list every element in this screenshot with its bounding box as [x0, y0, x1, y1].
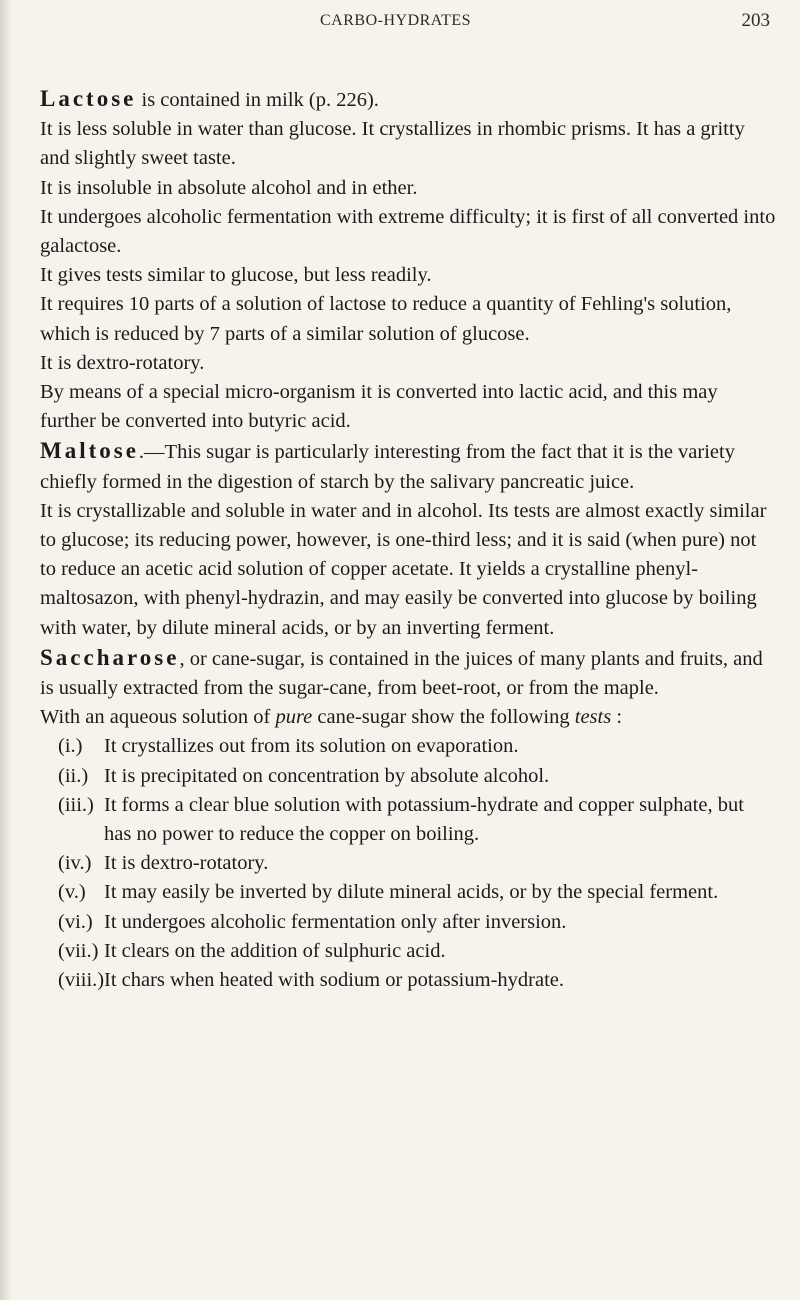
lactose-intro: is contained in milk (p. 226).	[136, 89, 379, 111]
saccharose-term: Saccharose	[40, 644, 180, 670]
item-text: It forms a clear blue solution with potassium-hydrate and copper sulphate, but has no power to reduce the copper on boiling.	[104, 793, 744, 846]
list-item	[58, 966, 776, 995]
running-head: CARBO-HYDRATES	[320, 12, 472, 29]
list-item	[58, 937, 776, 966]
item-text: It crystallizes out from its solution on evaporation.	[104, 735, 519, 758]
saccharose-tests-intro	[40, 703, 776, 732]
item-number: (viii.)	[58, 969, 105, 992]
tests-emphasis: tests	[574, 706, 612, 729]
pure-emphasis: pure	[275, 706, 313, 729]
item-number: (v.)	[58, 881, 86, 904]
item-text: It undergoes alcoholic fermentation only after inversion.	[104, 910, 567, 933]
item-text: It is dextro-rotatory.	[104, 852, 269, 875]
maltose-line: It is crystallizable and soluble in water and in alcohol. Its tests are almost exactly similar to glucose; its reducing power, however, is one-third less; and it is said (when pure) not to reduce an acetic acid solution of copper acetate. It yields a crystalline phenyl-maltosazon, with phenyl-hydrazin, and may easily be converted into glucose by boiling with water, by dilute mineral acids, or by an inverting ferment.	[40, 499, 767, 639]
tests-intro-text: cane-sugar show the following	[312, 706, 575, 729]
lactose-line: It is insoluble in absolute alcohol and in ether.	[40, 176, 418, 199]
item-number: (i.)	[58, 735, 83, 758]
item-text: It is precipitated on concentration by absolute alcohol.	[104, 764, 550, 787]
item-text: It chars when heated with sodium or potassium-hydrate.	[104, 969, 564, 992]
lactose-term: Lactose	[40, 86, 137, 111]
item-text: It clears on the addition of sulphuric acid.	[104, 939, 446, 962]
item-number: (vii.)	[58, 939, 99, 962]
item-number: (ii.)	[58, 764, 89, 787]
lactose-heading-paragraph	[40, 84, 776, 115]
item-text: It may easily be inverted by dilute mineral acids, or by the special ferment.	[104, 881, 719, 904]
list-item	[58, 732, 776, 761]
maltose-intro: .—This sugar is particularly interesting from the fact that it is the variety chiefly formed in the digestion of starch by the salivary pancreatic juice.	[40, 441, 735, 493]
lactose-line: By means of a special micro-organism it is converted into lactic acid, and this may further be converted into butyric acid.	[40, 381, 718, 433]
tests-colon: :	[611, 706, 623, 729]
page-number: 203	[741, 10, 770, 31]
body-text	[40, 84, 776, 995]
page-header	[0, 8, 800, 38]
saccharose-intro: , or cane-sugar, is contained in the juices of many plants and fruits, and is usually extracted from the sugar-cane, from beet-root, or from the maple.	[40, 647, 763, 700]
list-item	[58, 762, 776, 791]
tests-list	[40, 732, 776, 995]
maltose-heading-paragraph	[40, 436, 776, 496]
list-item	[58, 908, 776, 937]
list-item	[58, 849, 776, 878]
list-item	[58, 878, 776, 907]
saccharose-heading-paragraph	[40, 643, 776, 703]
lactose-line: It gives tests similar to glucose, but less readily.	[40, 264, 432, 287]
lactose-line: It undergoes alcoholic fermentation with extreme difficulty; it is first of all converted into galactose.	[40, 205, 776, 258]
list-item	[58, 791, 776, 849]
tests-intro-text: With an aqueous solution of	[40, 706, 276, 729]
binding-edge	[0, 0, 12, 1300]
lactose-line: It is dextro-rotatory.	[40, 351, 205, 374]
item-number: (iv.)	[58, 852, 92, 875]
item-number: (vi.)	[58, 910, 93, 933]
item-number: (iii.)	[58, 793, 94, 816]
lactose-line: It is less soluble in water than glucose. It crystallizes in rhombic prisms. It has a gritty and slightly sweet taste.	[40, 118, 745, 170]
lactose-line: It requires 10 parts of a solution of lactose to reduce a quantity of Fehling's solution, which is reduced by 7 parts of a similar solution of glucose.	[40, 293, 732, 345]
maltose-term: Maltose	[40, 438, 139, 464]
